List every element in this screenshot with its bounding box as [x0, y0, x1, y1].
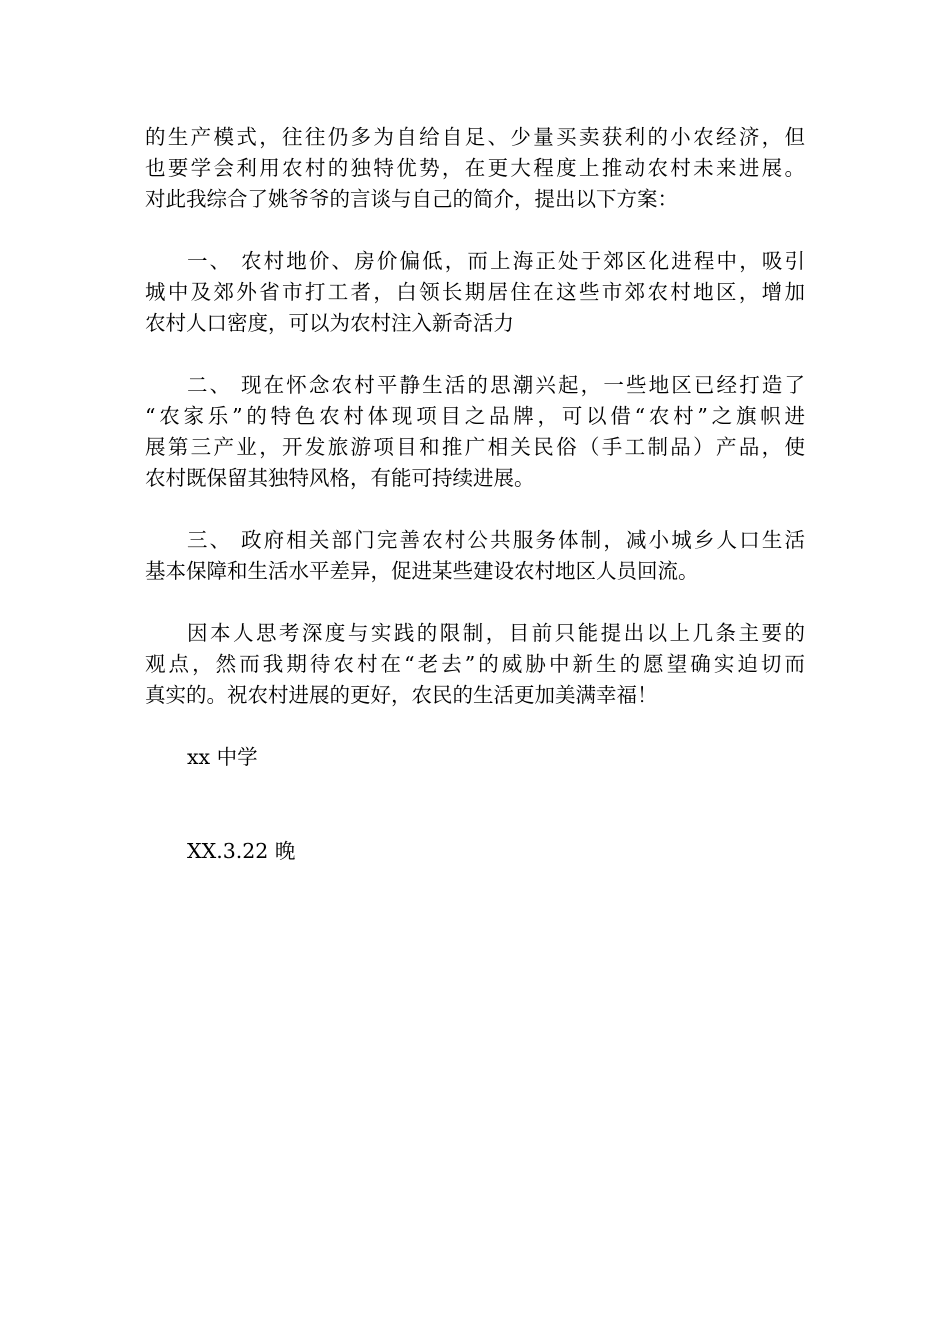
text-line: 的生产模式，往往仍多为自给自足、少量买卖获利的小农经济，但 — [145, 125, 805, 149]
text-line: 城中及郊外省市打工者，白领长期居住在这些市郊农村地区，增加 — [145, 280, 805, 304]
conclusion-paragraph — [145, 618, 805, 711]
text-line: 对此我综合了姚爷爷的言谈与自己的简介，提出以下方案： — [145, 187, 678, 211]
text-line: 农村人口密度，可以为农村注入新奇活力 — [145, 311, 514, 335]
text-line: 真实的。祝农村进展的更好，农民的生活更加美满幸福！ — [145, 683, 658, 707]
text-line: 也要学会利用农村的独特优势，在更大程度上推动农村未来进展。 — [145, 156, 805, 180]
signature-date: XX.3.22 晚 — [187, 839, 296, 863]
proposal-2-paragraph — [145, 370, 805, 494]
text-line: 三、 政府相关部门完善农村公共服务体制，减小城乡人口生活 — [187, 528, 805, 552]
proposal-1-paragraph — [145, 246, 805, 339]
intro-paragraph — [145, 122, 805, 215]
school-signature: xx 中学 — [187, 745, 258, 769]
text-line: 二、 现在怀念农村平静生活的思潮兴起，一些地区已经打造了 — [187, 373, 805, 397]
document-page — [145, 122, 805, 867]
text-line: “农家乐”的特色农村体现项目之品牌，可以借“农村”之旗帜进 — [145, 404, 805, 428]
text-line: 一、 农村地价、房价偏低，而上海正处于郊区化进程中，吸引 — [187, 249, 805, 273]
text-line: 因本人思考深度与实践的限制，目前只能提出以上几条主要的 — [187, 621, 805, 645]
text-line: 农村既保留其独特风格，有能可持续进展。 — [145, 466, 535, 490]
text-line: 展第三产业，开发旅游项目和推广相关民俗（手工制品）产品，使 — [145, 435, 805, 459]
text-line: 观点，然而我期待农村在“老去”的威胁中新生的愿望确实迫切而 — [145, 652, 805, 676]
proposal-3-paragraph — [145, 525, 805, 587]
text-line: 基本保障和生活水平差异，促进某些建设农村地区人员回流。 — [145, 559, 699, 583]
